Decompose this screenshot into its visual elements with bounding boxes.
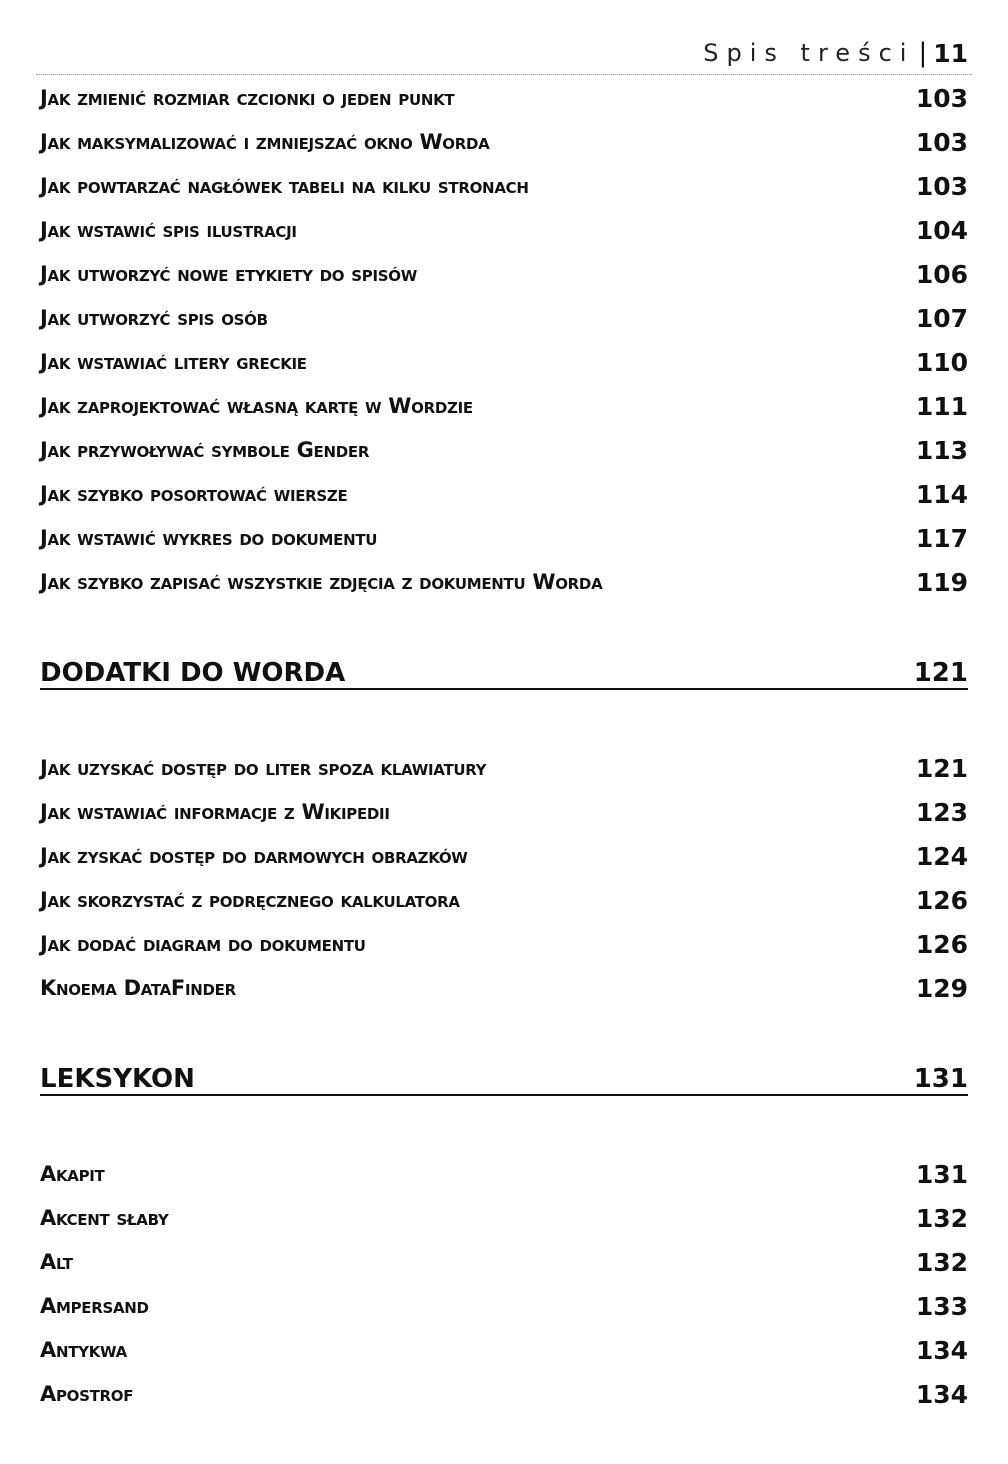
toc-entry[interactable] [40, 746, 968, 790]
toc-entry-title: Jak powtarzać nagłówek tabeli na kilku stronach [40, 174, 529, 198]
toc-entry[interactable] [40, 472, 968, 516]
toc-entry[interactable] [40, 208, 968, 252]
section-page: 121 [913, 658, 968, 688]
toc-entry-page: 103 [915, 127, 968, 157]
toc-entry[interactable] [40, 516, 968, 560]
toc-entry[interactable] [40, 296, 968, 340]
toc-entry-page: 110 [915, 347, 968, 377]
toc-entry-page: 134 [915, 1335, 968, 1365]
toc-entry[interactable] [40, 1196, 968, 1240]
toc-entry-title: Jak zaprojektować własną kartę w Wordzie [40, 394, 473, 418]
header-page-number: 11 [933, 38, 968, 68]
toc-entry-page: 124 [915, 841, 968, 871]
toc-entry-title: Jak uzyskać dostęp do liter spoza klawiatury [40, 756, 487, 780]
toc-entry-title: Jak zmienić rozmiar czcionki o jeden punkt [40, 86, 455, 110]
section-title: LEKSYKON [40, 1064, 195, 1094]
toc-entry-page: 123 [915, 797, 968, 827]
toc-entry-page: 117 [915, 523, 968, 553]
toc-entry-page: 103 [915, 83, 968, 113]
toc-entry[interactable] [40, 1372, 968, 1416]
toc-entry-title: Jak dodać diagram do dokumentu [40, 932, 366, 956]
toc-entry-title: Akapit [40, 1162, 105, 1186]
section-title: DODATKI DO WORDA [40, 658, 346, 688]
header-separator: | [918, 38, 928, 68]
header-divider [36, 74, 972, 75]
toc-entry-title: Jak wstawić wykres do dokumentu [40, 526, 378, 550]
toc-entry-title: Jak wstawiać litery greckie [40, 350, 307, 374]
toc-entry[interactable] [40, 878, 968, 922]
toc-entry-page: 126 [915, 929, 968, 959]
toc-entry-title: Jak skorzystać z podręcznego kalkulatora [40, 888, 460, 912]
toc-entry-title: Jak wstawić spis ilustracji [40, 218, 297, 242]
toc-section-dodatki[interactable] [40, 652, 968, 690]
toc-entry[interactable] [40, 560, 968, 604]
toc-entry-page: 107 [915, 303, 968, 333]
toc-entry-page: 114 [915, 479, 968, 509]
toc-entry[interactable] [40, 1240, 968, 1284]
toc-entry[interactable] [40, 1152, 968, 1196]
toc-entry-page: 111 [915, 391, 968, 421]
toc-group-leksykon [40, 1152, 968, 1416]
toc-group-dodatki [40, 746, 968, 1010]
toc-entry[interactable] [40, 966, 968, 1010]
header-title: Spis treści [703, 39, 915, 67]
toc-entry-title: Jak utworzyć nowe etykiety do spisów [40, 262, 417, 286]
toc-entry-title: Jak maksymalizować i zmniejszać okno Worda [40, 130, 490, 154]
toc-entry-title: Jak przywoływać symbole Gender [40, 438, 370, 462]
toc-entry-title: Akcent słaby [40, 1206, 169, 1230]
toc-entry-title: Apostrof [40, 1382, 134, 1406]
toc-entry[interactable] [40, 340, 968, 384]
toc-entry[interactable] [40, 790, 968, 834]
running-header [703, 38, 968, 68]
toc-entry[interactable] [40, 834, 968, 878]
toc-entry[interactable] [40, 120, 968, 164]
toc-entry-page: 106 [915, 259, 968, 289]
toc-entry[interactable] [40, 384, 968, 428]
toc-entry[interactable] [40, 76, 968, 120]
toc-entry-page: 134 [915, 1379, 968, 1409]
toc-entry-page: 119 [915, 567, 968, 597]
toc-entry-page: 131 [915, 1159, 968, 1189]
toc-entry-page: 133 [915, 1291, 968, 1321]
toc-entry[interactable] [40, 252, 968, 296]
toc-entry-page: 129 [915, 973, 968, 1003]
toc-group-word-tips [40, 76, 968, 604]
toc-entry-page: 132 [915, 1203, 968, 1233]
toc-entry-page: 104 [915, 215, 968, 245]
toc-entry-title: Alt [40, 1250, 73, 1274]
toc-entry-page: 132 [915, 1247, 968, 1277]
toc-entry[interactable] [40, 164, 968, 208]
toc-entry[interactable] [40, 1284, 968, 1328]
toc-entry-page: 113 [915, 435, 968, 465]
toc-section-leksykon[interactable] [40, 1058, 968, 1096]
toc-entry-page: 121 [915, 753, 968, 783]
toc-entry-title: Jak wstawiać informacje z Wikipedii [40, 800, 390, 824]
toc-entry-title: Knoema DataFinder [40, 976, 236, 1000]
toc-entry[interactable] [40, 428, 968, 472]
section-page: 131 [913, 1064, 968, 1094]
toc-entry-page: 126 [915, 885, 968, 915]
toc-entry[interactable] [40, 922, 968, 966]
toc-entry-title: Jak szybko zapisać wszystkie zdjęcia z dokumentu Worda [40, 570, 603, 594]
toc-entry-title: Antykwa [40, 1338, 127, 1362]
toc-entry-title: Jak zyskać dostęp do darmowych obrazków [40, 844, 468, 868]
toc-entry-page: 103 [915, 171, 968, 201]
toc-entry-title: Jak utworzyć spis osób [40, 306, 268, 330]
toc-entry[interactable] [40, 1328, 968, 1372]
toc-entry-title: Ampersand [40, 1294, 149, 1318]
toc-entry-title: Jak szybko posortować wiersze [40, 482, 348, 506]
